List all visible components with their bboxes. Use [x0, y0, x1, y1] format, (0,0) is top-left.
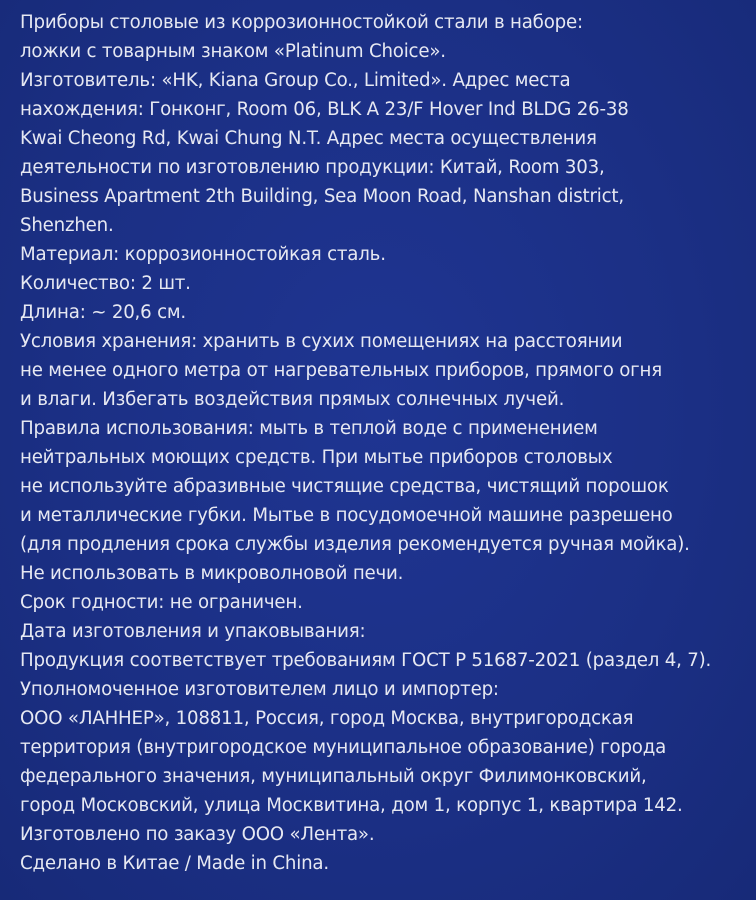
label-line-storage-1: Условия хранения: хранить в сухих помещениях на расстоянии	[20, 331, 623, 352]
label-line-length: Длина: ~ 20,6 см.	[20, 302, 186, 323]
label-line-manufacturer-5: Business Apartment 2th Building, Sea Moon Road, Nanshan district,	[20, 186, 624, 207]
label-line-usage-5: (для продления срока службы изделия рекомендуется ручная мойка).	[20, 534, 690, 555]
label-line-importer-heading: Уполномоченное изготовителем лицо и импортер:	[20, 679, 499, 700]
label-line-manufacturer-2: нахождения: Гонконг, Room 06, BLK A 23/F Hover Ind BLDG 26-38	[20, 99, 629, 120]
label-line-material: Материал: коррозионностойкая сталь.	[20, 244, 386, 265]
label-line-manufacturer-1: Изготовитель: «HK, Kiana Group Co., Limited». Адрес места	[20, 70, 571, 91]
label-line-manufacturer-3: Kwai Cheong Rd, Kwai Chung N.T. Адрес места осуществления	[20, 128, 597, 149]
label-line-ordered-by: Изготовлено по заказу ООО «Лента».	[20, 824, 375, 845]
label-line-microwave: Не использовать в микроволновой печи.	[20, 563, 404, 584]
label-line-usage-4: и металлические губки. Мытье в посудомоечной машине разрешено	[20, 505, 673, 526]
label-line-manufacturer-6: Shenzhen.	[20, 215, 114, 236]
label-line-shelf-life: Срок годности: не ограничен.	[20, 592, 303, 613]
label-line-importer-3: федерального значения, муниципальный округ Филимонковский,	[20, 766, 647, 787]
label-line-product-name-2: ложки с товарным знаком «Platinum Choice».	[20, 41, 446, 62]
label-line-manufacture-date: Дата изготовления и упаковывания:	[20, 621, 366, 642]
label-line-storage-3: и влаги. Избегать воздействия прямых солнечных лучей.	[20, 389, 565, 410]
label-line-usage-2: нейтральных моющих средств. При мытье приборов столовых	[20, 447, 613, 468]
label-line-importer-4: город Московский, улица Москвитина, дом 1, корпус 1, квартира 142.	[20, 795, 683, 816]
label-line-manufacturer-4: деятельности по изготовлению продукции: Китай, Room 303,	[20, 157, 605, 178]
label-line-storage-2: не менее одного метра от нагревательных приборов, прямого огня	[20, 360, 662, 381]
label-line-quantity: Количество: 2 шт.	[20, 273, 191, 294]
label-line-usage-1: Правила использования: мыть в теплой воде с применением	[20, 418, 598, 439]
label-line-origin: Сделано в Китае / Made in China.	[20, 853, 329, 874]
label-line-importer-2: территория (внутригородское муниципальное образование) города	[20, 737, 667, 758]
label-line-standard: Продукция соответствует требованиям ГОСТ Р 51687-2021 (раздел 4, 7).	[20, 650, 712, 671]
label-line-usage-3: не используйте абразивные чистящие средства, чистящий порошок	[20, 476, 669, 497]
label-line-importer-1: ООО «ЛАННЕР», 108811, Россия, город Москва, внутригородская	[20, 708, 634, 729]
label-line-product-name-1: Приборы столовые из коррозионностойкой стали в наборе:	[20, 12, 583, 33]
